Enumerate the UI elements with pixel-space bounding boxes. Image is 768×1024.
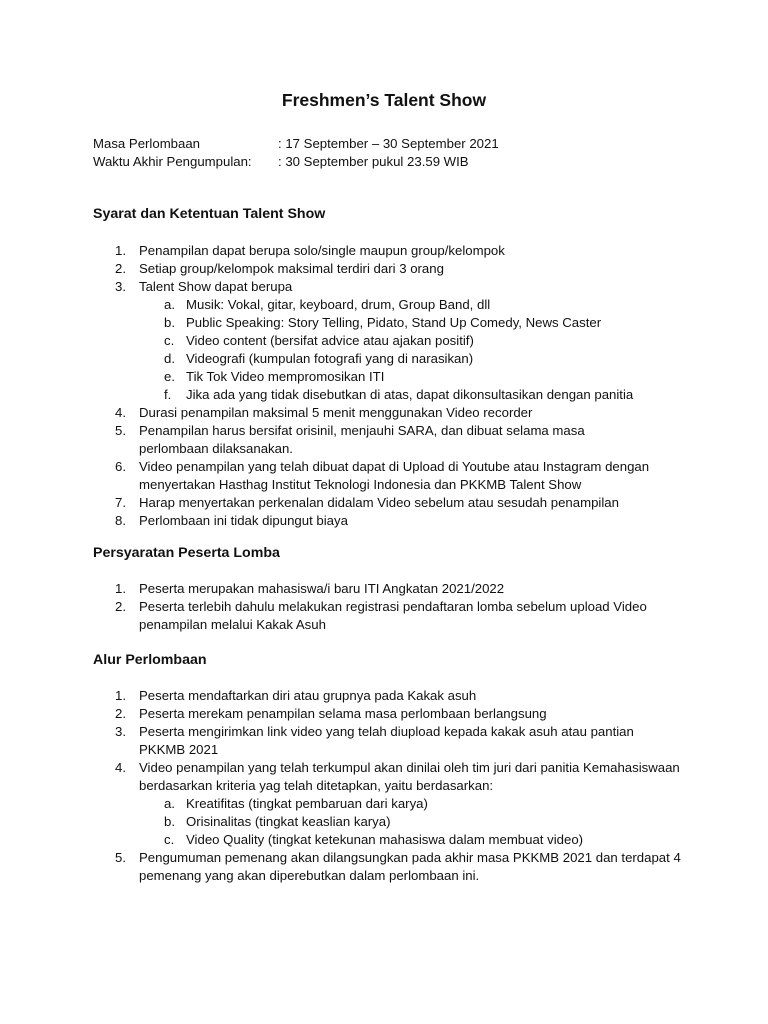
period-value: : 17 September – 30 September 2021 bbox=[278, 136, 499, 151]
sub-item-letter: e. bbox=[164, 369, 175, 384]
meta-info bbox=[93, 135, 499, 171]
item-number: 2. bbox=[115, 261, 126, 276]
item-text: Peserta merupakan mahasiswa/i baru ITI Angkatan 2021/2022 bbox=[139, 581, 505, 596]
sub-list-item bbox=[139, 332, 683, 350]
item-number: 4. bbox=[115, 760, 126, 775]
sub-list-item bbox=[139, 350, 683, 368]
item-text: Peserta terlebih dahulu melakukan registrasi pendaftaran lomba sebelum upload Video penampilan melalui Kakak Asuh bbox=[139, 599, 647, 632]
sub-item-text: Orisinalitas (tingkat keaslian karya) bbox=[186, 814, 391, 829]
item-text: Peserta mengirimkan link video yang telah diupload kepada kakak asuh atau pantian PKKMB 2021 bbox=[139, 724, 634, 757]
item-text: Perlombaan ini tidak dipungut biaya bbox=[139, 513, 348, 528]
list-item bbox=[93, 598, 683, 634]
sub-item-letter: b. bbox=[164, 315, 175, 330]
sub-list-item bbox=[139, 831, 683, 849]
sub-item-letter: f. bbox=[164, 387, 172, 402]
sub-item-letter: d. bbox=[164, 351, 175, 366]
item-number: 3. bbox=[115, 279, 126, 294]
list-item bbox=[93, 278, 683, 404]
sub-list-item bbox=[139, 368, 683, 386]
list-item bbox=[93, 494, 683, 512]
section-heading-requirements: Persyaratan Peserta Lomba bbox=[93, 545, 280, 561]
list-item bbox=[93, 705, 683, 723]
item-text: Video penampilan yang telah terkumpul akan dinilai oleh tim juri dari panitia Kemahasiswaan berdasarkan kriteria yag telah ditetapkan, yaitu berdasarkan: bbox=[139, 760, 680, 793]
sub-item-letter: b. bbox=[164, 814, 175, 829]
item-number: 6. bbox=[115, 459, 126, 474]
sub-item-text: Public Speaking: Story Telling, Pidato, Stand Up Comedy, News Caster bbox=[186, 315, 602, 330]
period-row bbox=[93, 135, 499, 153]
item-text: Talent Show dapat berupa bbox=[139, 279, 293, 294]
deadline-row bbox=[93, 153, 499, 171]
list-item bbox=[93, 242, 683, 260]
terms-list bbox=[93, 242, 683, 530]
item-number: 3. bbox=[115, 724, 126, 739]
flow-list bbox=[93, 687, 683, 885]
list-item bbox=[93, 759, 683, 849]
list-item bbox=[93, 260, 683, 278]
sub-item-text: Videografi (kumpulan fotografi yang di narasikan) bbox=[186, 351, 474, 366]
list-item bbox=[93, 422, 683, 458]
sub-item-text: Tik Tok Video mempromosikan ITI bbox=[186, 369, 385, 384]
sub-item-text: Musik: Vokal, gitar, keyboard, drum, Group Band, dll bbox=[186, 297, 491, 312]
item-text: Setiap group/kelompok maksimal terdiri dari 3 orang bbox=[139, 261, 444, 276]
section-heading-terms: Syarat dan Ketentuan Talent Show bbox=[93, 206, 326, 222]
list-item bbox=[93, 512, 683, 530]
sub-list bbox=[139, 296, 683, 404]
item-text: Video penampilan yang telah dibuat dapat di Upload di Youtube atau Instagram dengan menyertakan Hasthag Institut Teknologi Indonesia dan PKKMB Talent Show bbox=[139, 459, 650, 492]
item-number: 5. bbox=[115, 423, 126, 438]
item-number: 2. bbox=[115, 706, 126, 721]
section-heading-flow: Alur Perlombaan bbox=[93, 652, 207, 668]
deadline-label: Waktu Akhir Pengumpulan: bbox=[93, 154, 252, 169]
sub-item-text: Video content (bersifat advice atau ajakan positif) bbox=[186, 333, 474, 348]
sub-list-item bbox=[139, 813, 683, 831]
item-text: Pengumuman pemenang akan dilangsungkan pada akhir masa PKKMB 2021 dan terdapat 4 pemenang yang akan diperebutkan dalam perlombaan ini. bbox=[139, 850, 681, 883]
deadline-value: : 30 September pukul 23.59 WIB bbox=[278, 154, 469, 169]
item-number: 8. bbox=[115, 513, 126, 528]
sub-item-text: Jika ada yang tidak disebutkan di atas, dapat dikonsultasikan dengan panitia bbox=[186, 387, 634, 402]
sub-list bbox=[139, 795, 683, 849]
page-title: Freshmen’s Talent Show bbox=[281, 90, 487, 110]
sub-item-letter: c. bbox=[164, 832, 175, 847]
list-item bbox=[93, 404, 683, 422]
item-number: 7. bbox=[115, 495, 126, 510]
sub-item-letter: a. bbox=[164, 796, 175, 811]
sub-item-text: Video Quality (tingkat ketekunan mahasiswa dalam membuat video) bbox=[186, 832, 584, 847]
sub-list-item bbox=[139, 314, 683, 332]
sub-list-item bbox=[139, 386, 683, 404]
sub-item-letter: a. bbox=[164, 297, 175, 312]
item-text: Penampilan dapat berupa solo/single maupun group/kelompok bbox=[139, 243, 505, 258]
sub-list-item bbox=[139, 795, 683, 813]
item-number: 4. bbox=[115, 405, 126, 420]
list-item bbox=[93, 687, 683, 705]
sub-item-letter: c. bbox=[164, 333, 175, 348]
item-text: Penampilan harus bersifat orisinil, menjauhi SARA, dan dibuat selama masa perlombaan dilaksanakan. bbox=[139, 423, 585, 456]
item-number: 1. bbox=[115, 688, 126, 703]
item-number: 2. bbox=[115, 599, 126, 614]
requirements-list bbox=[93, 580, 683, 634]
item-number: 5. bbox=[115, 850, 126, 865]
list-item bbox=[93, 849, 683, 885]
item-number: 1. bbox=[115, 243, 126, 258]
sub-item-text: Kreatifitas (tingkat pembaruan dari karya) bbox=[186, 796, 428, 811]
list-item bbox=[93, 723, 683, 759]
item-text: Harap menyertakan perkenalan didalam Video sebelum atau sesudah penampilan bbox=[139, 495, 619, 510]
item-number: 1. bbox=[115, 581, 126, 596]
list-item bbox=[93, 580, 683, 598]
item-text: Durasi penampilan maksimal 5 menit menggunakan Video recorder bbox=[139, 405, 533, 420]
list-item bbox=[93, 458, 683, 494]
item-text: Peserta mendaftarkan diri atau grupnya pada Kakak asuh bbox=[139, 688, 477, 703]
period-label: Masa Perlombaan bbox=[93, 136, 201, 151]
sub-list-item bbox=[139, 296, 683, 314]
item-text: Peserta merekam penampilan selama masa perlombaan berlangsung bbox=[139, 706, 547, 721]
